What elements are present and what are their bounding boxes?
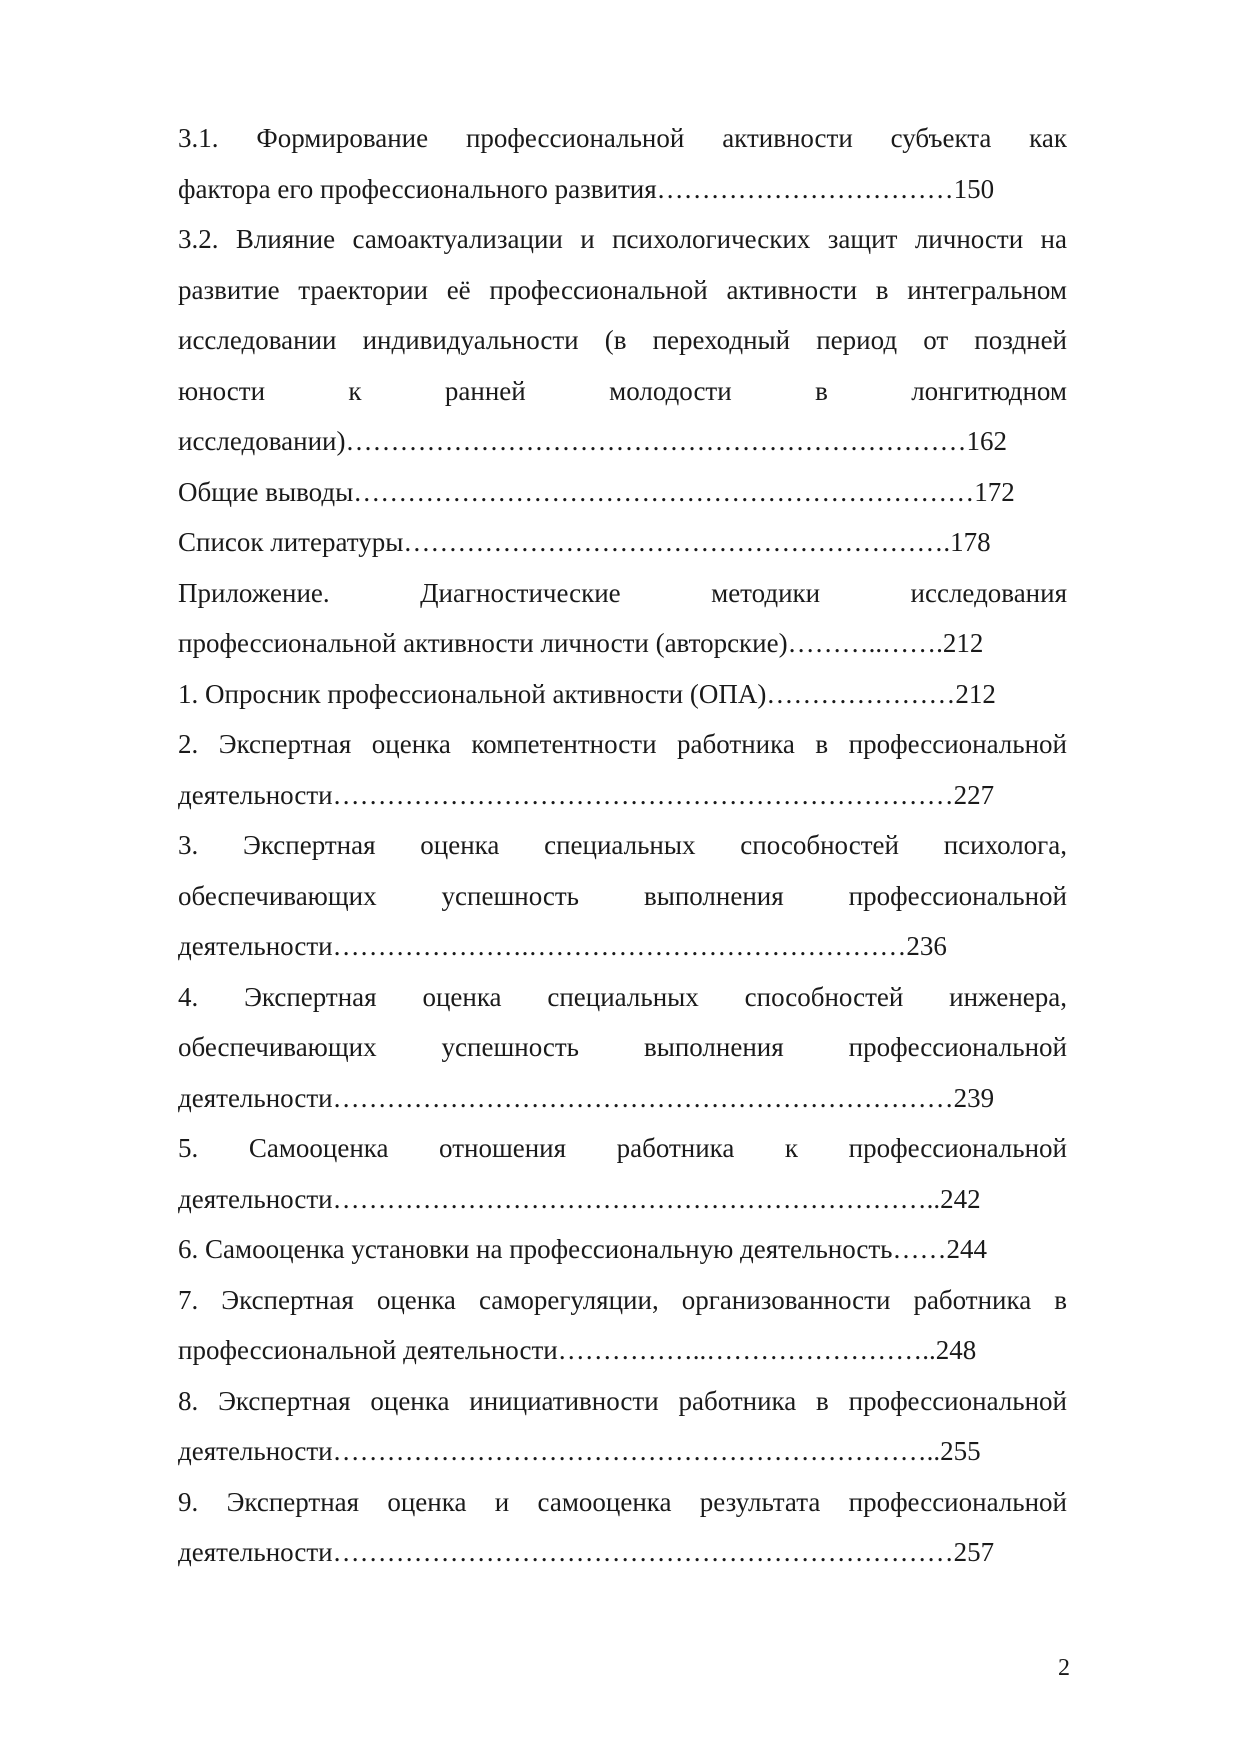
table-of-contents	[178, 113, 1067, 1578]
toc-line: 7. Экспертная оценка саморегуляции, организованности работника в	[178, 1284, 1067, 1315]
toc-line: 9. Экспертная оценка и самооценка результата профессиональной	[178, 1486, 1067, 1517]
toc-line: деятельности………………….……………………………………236	[178, 931, 947, 961]
toc-line: обеспечивающих успешность выполнения профессиональной	[178, 1032, 1067, 1062]
toc-line: 3. Экспертная оценка специальных способностей психолога,	[178, 830, 1067, 860]
toc-line: фактора его профессионального развития……………………………150	[178, 173, 995, 204]
toc-line: юности к ранней молодости в лонгитюдном	[178, 375, 1067, 406]
toc-line: деятельности……………………………………………………………257	[178, 1537, 995, 1567]
toc-line: Общие выводы……………………………………………………………172	[178, 476, 1015, 507]
toc-line: исследовании индивидуальности (в переходный период от поздней	[178, 325, 1067, 355]
toc-line: деятельности…………………………………………………………..255	[178, 1436, 981, 1466]
toc-line: развитие траектории её профессиональной активности в интегральном	[178, 274, 1067, 305]
toc-line: профессиональной деятельности……………..……………………..248	[178, 1335, 977, 1365]
toc-line: 6. Самооценка установки на профессиональную деятельность……244	[178, 1234, 987, 1264]
toc-line: 2. Экспертная оценка компетентности работника в профессиональной	[178, 729, 1067, 759]
toc-line: 4. Экспертная оценка специальных способностей инженера,	[178, 981, 1067, 1012]
toc-line: 3.2. Влияние самоактуализации и психологических защит личности на	[178, 224, 1067, 254]
page-number: 2	[1058, 1655, 1070, 1681]
toc-line: 1. Опросник профессиональной активности (ОПА)…………………212	[178, 678, 996, 709]
toc-line: исследовании)……………………………………………………………162	[178, 426, 1007, 456]
toc-line: 3.1. Формирование профессиональной активности субъекта как	[178, 123, 1067, 153]
toc-line: деятельности…………………………………………………………..242	[178, 1183, 981, 1214]
toc-line: деятельности……………………………………………………………227	[178, 779, 995, 810]
toc-line: 8. Экспертная оценка инициативности работника в профессиональной	[178, 1385, 1067, 1416]
toc-line: обеспечивающих успешность выполнения профессиональной	[178, 880, 1067, 911]
toc-line: 5. Самооценка отношения работника к профессиональной	[178, 1133, 1067, 1163]
toc-line: Приложение. Диагностические методики исследования	[178, 577, 1067, 608]
toc-line: деятельности……………………………………………………………239	[178, 1082, 995, 1113]
toc-line: профессиональной активности личности (авторские)………..…….212	[178, 628, 984, 658]
toc-line: Список литературы…………………………………………………….178	[178, 527, 991, 557]
